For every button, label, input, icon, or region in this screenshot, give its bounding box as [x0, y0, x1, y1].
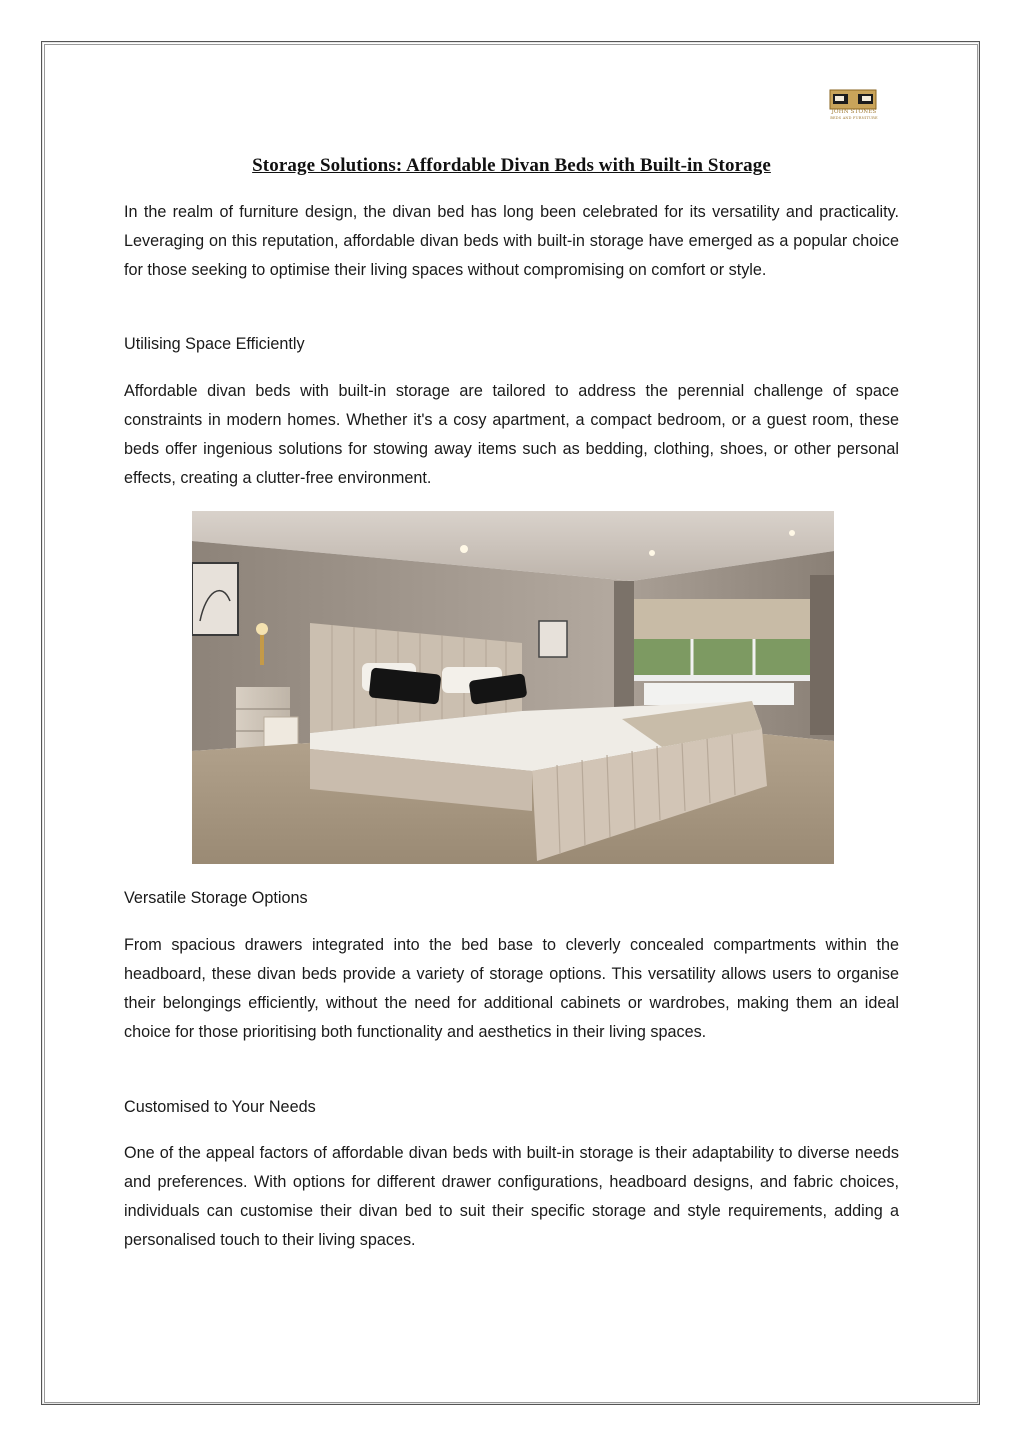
logo-name: JOHN STONES: [831, 109, 877, 115]
section-heading-customised: Customised to Your Needs: [124, 1098, 316, 1116]
brand-logo-text: [826, 109, 882, 121]
logo-subtitle: BEDS AND FURNITURE: [830, 116, 878, 120]
section-body-space-efficiency: Affordable divan beds with built-in storage are tailored to address the perennial challenge of space constraints in modern homes. Whether it's a cosy apartment, a compact bedroom, or a guest room, these beds offer ingenious solutions for stowing away items such as bedding, clothing, shoes, or other personal effects, creating a clutter-free environment.: [124, 382, 899, 487]
section-heading-storage-options: Versatile Storage Options: [124, 889, 308, 907]
section-body-customised: One of the appeal factors of affordable divan beds with built-in storage is their adaptability to diverse needs and preferences. With options for different drawer configurations, headboard designs, and fabric choices, individuals can customise their divan bed to suit their specific storage and style requirements, adding a personalised touch to their living spaces.: [124, 1144, 899, 1249]
bedroom-photo: [192, 511, 834, 864]
page-title: Storage Solutions: Affordable Divan Beds with Built-in Storage: [252, 155, 771, 176]
intro-paragraph: In the realm of furniture design, the divan bed has long been celebrated for its versatility and practicality. Leveraging on this reputation, affordable divan beds with built-in storage have emerged as a popular choice for those seeking to optimise their living spaces without compromising on comfort or style.: [124, 203, 899, 279]
section-body-storage-options: From spacious drawers integrated into the bed base to cleverly concealed compartments within the headboard, these divan beds provide a variety of storage options. This versatility allows users to organise their belongings efficiently, without the need for additional cabinets or wardrobes, making them an ideal choice for those prioritising both functionality and aesthetics in their living spaces.: [124, 936, 899, 1041]
section-heading-space-efficiency: Utilising Space Efficiently: [124, 335, 305, 353]
